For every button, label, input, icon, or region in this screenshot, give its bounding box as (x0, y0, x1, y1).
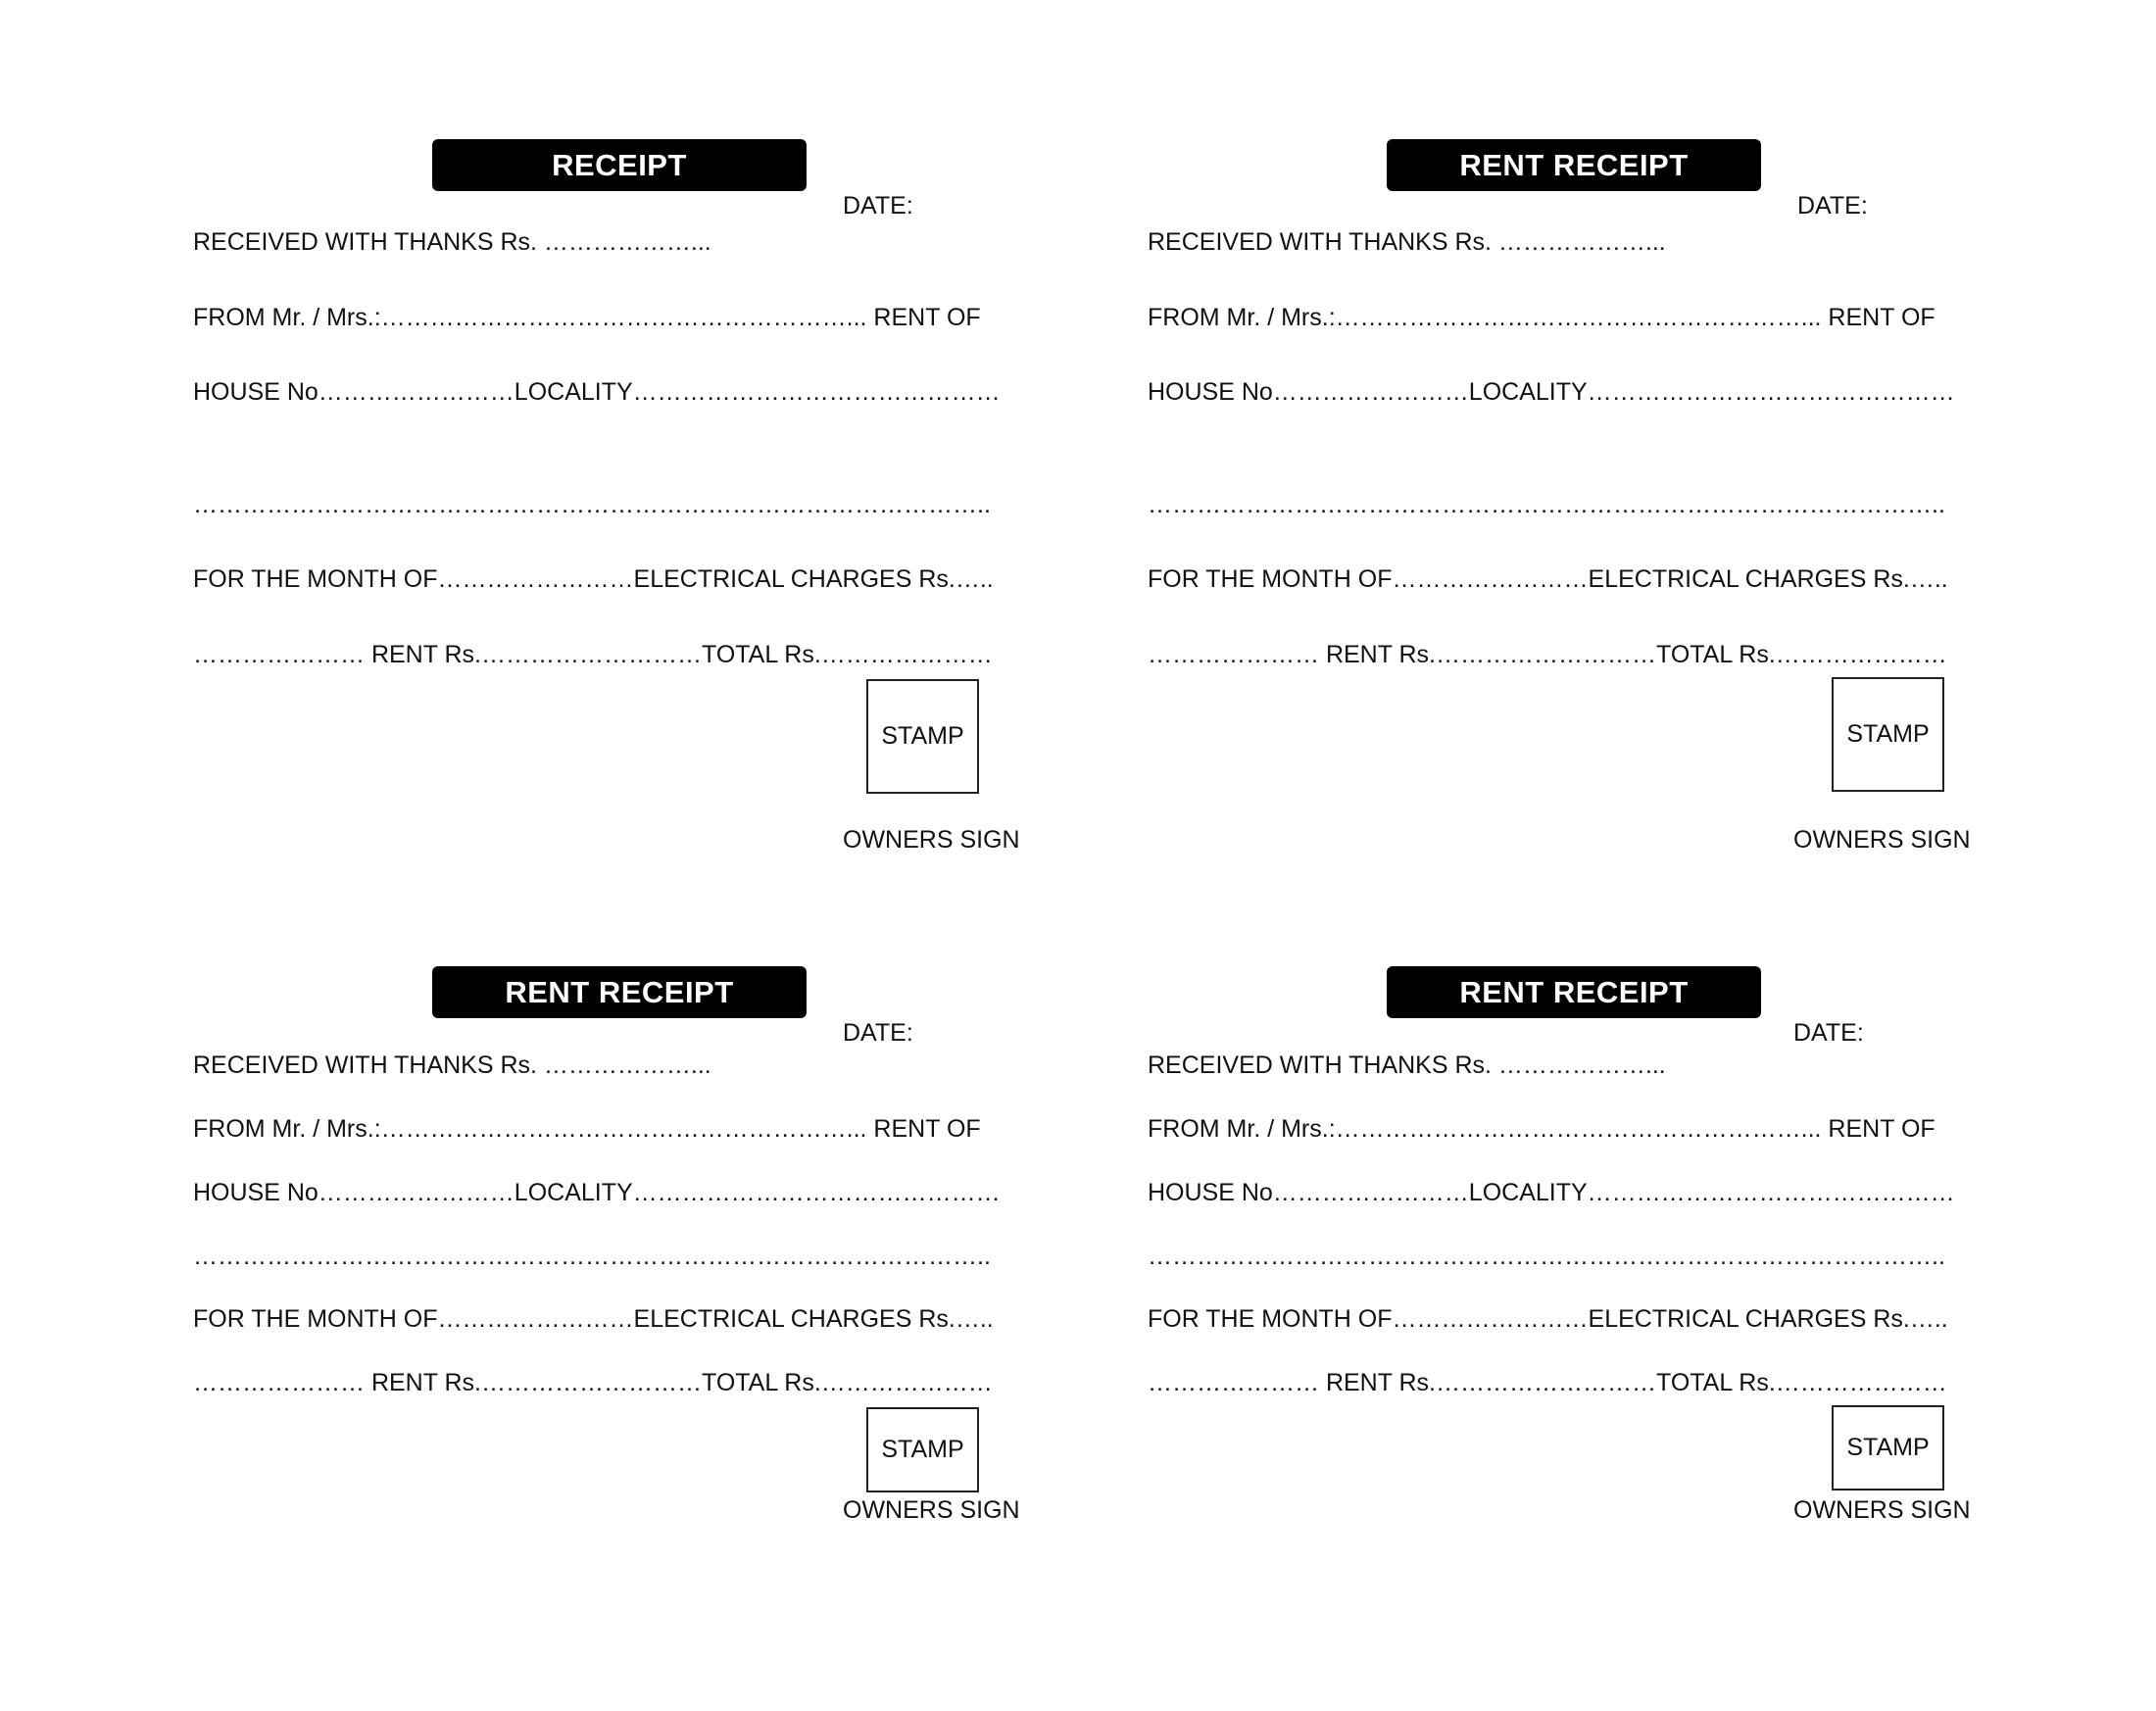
from-name-line: FROM Mr. / Mrs.:…………………………………………………... RENT OF (1148, 1115, 1936, 1143)
month-electrical-line: FOR THE MONTH OF……………………ELECTRICAL CHARGES Rs.….. (1148, 565, 1948, 593)
address-continuation-line: …………………………………………………………………………………….. (1148, 1243, 1945, 1270)
received-amount-line: RECEIVED WITH THANKS Rs. ………………... (193, 228, 711, 256)
date-label: DATE: (843, 192, 913, 220)
house-locality-line: HOUSE No……………………LOCALITY……………………………………… (1148, 378, 1955, 406)
address-continuation-line: …………………………………………………………………………………….. (193, 491, 991, 518)
from-name-line: FROM Mr. / Mrs.:…………………………………………………... RENT OF (1148, 304, 1936, 331)
rent-total-line: ………………… RENT Rs.………………………TOTAL Rs.………………… (193, 641, 993, 668)
receipt-bottom-left (193, 966, 1075, 1711)
receipt-title: RENT RECEIPT (432, 966, 807, 1018)
stamp-box: STAMP (1832, 677, 1944, 792)
month-electrical-line: FOR THE MONTH OF……………………ELECTRICAL CHARGES Rs.….. (1148, 1305, 1948, 1333)
receipt-bottom-right (1148, 966, 2030, 1711)
house-locality-line: HOUSE No……………………LOCALITY……………………………………… (193, 378, 1001, 406)
receipt-title: RENT RECEIPT (1387, 966, 1761, 1018)
house-locality-line: HOUSE No……………………LOCALITY……………………………………… (193, 1179, 1001, 1206)
stamp-box: STAMP (866, 1407, 979, 1492)
received-amount-line: RECEIVED WITH THANKS Rs. ………………... (193, 1051, 711, 1079)
from-name-line: FROM Mr. / Mrs.:…………………………………………………... RENT OF (193, 1115, 981, 1143)
owners-sign-label: OWNERS SIGN (843, 1496, 1020, 1524)
receipt-title: RENT RECEIPT (1387, 139, 1761, 191)
date-label: DATE: (843, 1019, 913, 1047)
month-electrical-line: FOR THE MONTH OF……………………ELECTRICAL CHARGES Rs.….. (193, 1305, 994, 1333)
house-locality-line: HOUSE No……………………LOCALITY……………………………………… (1148, 1179, 1955, 1206)
owners-sign-label: OWNERS SIGN (843, 826, 1020, 854)
address-continuation-line: …………………………………………………………………………………….. (1148, 491, 1945, 518)
receipt-top-left (193, 139, 1075, 884)
stamp-box: STAMP (866, 679, 979, 794)
rent-total-line: ………………… RENT Rs.………………………TOTAL Rs.………………… (193, 1369, 993, 1396)
owners-sign-label: OWNERS SIGN (1793, 1496, 1971, 1524)
date-label: DATE: (1793, 1019, 1864, 1047)
address-continuation-line: …………………………………………………………………………………….. (193, 1243, 991, 1270)
rent-total-line: ………………… RENT Rs.………………………TOTAL Rs.………………… (1148, 641, 1947, 668)
receipt-title: RECEIPT (432, 139, 807, 191)
from-name-line: FROM Mr. / Mrs.:…………………………………………………... RENT OF (193, 304, 981, 331)
owners-sign-label: OWNERS SIGN (1793, 826, 1971, 854)
stamp-box: STAMP (1832, 1405, 1944, 1491)
received-amount-line: RECEIVED WITH THANKS Rs. ………………... (1148, 228, 1666, 256)
rent-total-line: ………………… RENT Rs.………………………TOTAL Rs.………………… (1148, 1369, 1947, 1396)
received-amount-line: RECEIVED WITH THANKS Rs. ………………... (1148, 1051, 1666, 1079)
date-label: DATE: (1797, 192, 1868, 220)
month-electrical-line: FOR THE MONTH OF……………………ELECTRICAL CHARGES Rs.….. (193, 565, 994, 593)
receipt-top-right (1148, 139, 2030, 884)
